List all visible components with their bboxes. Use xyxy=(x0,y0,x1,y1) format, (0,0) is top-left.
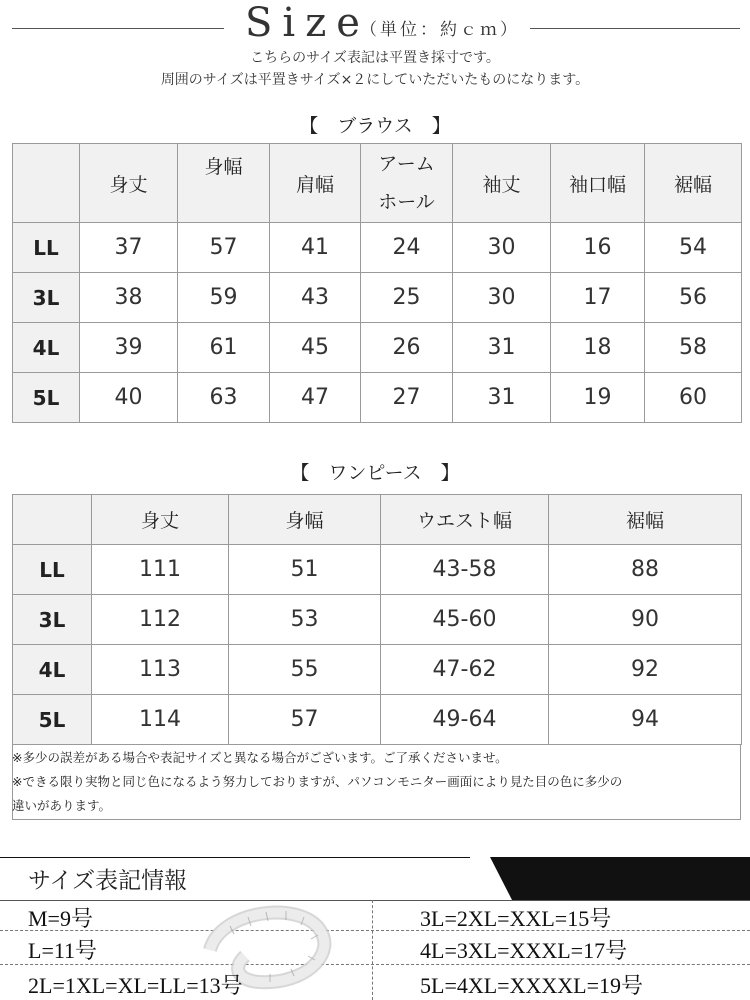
blouse-cell: 37 xyxy=(80,223,178,273)
blouse-cell: 26 xyxy=(361,323,453,373)
blouse-col-header: 袖丈 xyxy=(453,144,551,223)
blouse-cell: 61 xyxy=(178,323,270,373)
info-row-divider xyxy=(0,964,750,965)
blouse-size-table xyxy=(12,143,742,423)
onepiece-corner-cell xyxy=(13,495,92,545)
note-line-2: 周囲のサイズは平置きサイズ×２にしていただいたものになります。 xyxy=(160,72,590,88)
blouse-corner-cell xyxy=(13,144,80,223)
onepiece-cell: 55 xyxy=(229,645,381,695)
onepiece-cell: 114 xyxy=(92,695,229,745)
onepiece-size-table xyxy=(12,494,742,745)
blouse-col-header: 身幅 xyxy=(178,144,270,223)
blouse-cell: 31 xyxy=(453,373,551,423)
blouse-cell: 56 xyxy=(645,273,742,323)
onepiece-cell: 112 xyxy=(92,595,229,645)
onepiece-col-header: ウエスト幅 xyxy=(381,495,549,545)
blouse-cell: 31 xyxy=(453,323,551,373)
blouse-row-size: 4L xyxy=(13,323,80,373)
size-equivalence-right: 4L=3XL=XXXL=17号 xyxy=(420,938,628,963)
blouse-cell: 19 xyxy=(551,373,645,423)
onepiece-cell: 88 xyxy=(549,545,742,595)
blouse-cell: 40 xyxy=(80,373,178,423)
blouse-col-header: 身丈 xyxy=(80,144,178,223)
blouse-cell: 24 xyxy=(361,223,453,273)
blouse-cell: 41 xyxy=(270,223,361,273)
unit-label: （単位：約ｃｍ） xyxy=(360,20,520,40)
page-title: Size xyxy=(245,0,370,46)
blouse-cell: 38 xyxy=(80,273,178,323)
title-block xyxy=(0,0,750,46)
blouse-cell: 59 xyxy=(178,273,270,323)
onepiece-cell: 51 xyxy=(229,545,381,595)
blouse-cell: 58 xyxy=(645,323,742,373)
blouse-heading: 【 ブラウス 】 xyxy=(299,115,451,137)
onepiece-row-size: 5L xyxy=(13,695,92,745)
blouse-row-size: 5L xyxy=(13,373,80,423)
size-equivalence-left: L=11号 xyxy=(28,938,98,963)
onepiece-col-header: 身幅 xyxy=(229,495,381,545)
blouse-col-header: 肩幅 xyxy=(270,144,361,223)
onepiece-cell: 113 xyxy=(92,645,229,695)
onepiece-cell: 43-58 xyxy=(381,545,549,595)
onepiece-col-header: 裾幅 xyxy=(549,495,742,545)
onepiece-heading: 【 ワンピース 】 xyxy=(290,462,460,484)
onepiece-row-size: 4L xyxy=(13,645,92,695)
onepiece-cell: 53 xyxy=(229,595,381,645)
size-equivalence-right: 5L=4XL=XXXXL=19号 xyxy=(420,973,643,998)
onepiece-cell: 45-60 xyxy=(381,595,549,645)
blouse-cell: 30 xyxy=(453,273,551,323)
info-row-divider xyxy=(0,900,750,901)
onepiece-row-size: LL xyxy=(13,545,92,595)
onepiece-cell: 111 xyxy=(92,545,229,595)
size-equivalence-right: 3L=2XL=XXL=15号 xyxy=(420,906,612,931)
blouse-col-header: 裾幅 xyxy=(645,144,742,223)
info-column-divider xyxy=(372,900,374,1000)
blouse-cell: 57 xyxy=(178,223,270,273)
info-row-divider xyxy=(0,930,750,931)
blouse-cell: 30 xyxy=(453,223,551,273)
blouse-cell: 25 xyxy=(361,273,453,323)
onepiece-row-size: 3L xyxy=(13,595,92,645)
onepiece-cell: 49-64 xyxy=(381,695,549,745)
size-equivalence-left: 2L=1XL=XL=LL=13号 xyxy=(28,973,243,998)
note-line-1: こちらのサイズ表記は平置き採寸です。 xyxy=(250,50,500,66)
blouse-row-size: LL xyxy=(13,223,80,273)
remark-line-1: ※多少の誤差がある場合や表記サイズと異なる場合がございます。ご了承くださいませ。 xyxy=(12,750,508,765)
onepiece-cell: 94 xyxy=(549,695,742,745)
blouse-cell: 54 xyxy=(645,223,742,273)
onepiece-col-header: 身丈 xyxy=(92,495,229,545)
blouse-col-header: アーム ホール xyxy=(361,144,453,223)
onepiece-cell: 57 xyxy=(229,695,381,745)
blouse-cell: 17 xyxy=(551,273,645,323)
remark-line-2: ※できる限り実物と同じ色になるよう努力しておりますが、パソコンモニター画面により見た目の色に多少の xyxy=(12,774,623,789)
onepiece-cell: 90 xyxy=(549,595,742,645)
size-equivalence-left: M=9号 xyxy=(28,906,93,931)
size-info-title: サイズ表記情報 xyxy=(28,868,188,893)
onepiece-cell: 92 xyxy=(549,645,742,695)
blouse-cell: 63 xyxy=(178,373,270,423)
blouse-cell: 39 xyxy=(80,323,178,373)
blouse-cell: 43 xyxy=(270,273,361,323)
blouse-cell: 18 xyxy=(551,323,645,373)
blouse-cell: 27 xyxy=(361,373,453,423)
blouse-cell: 16 xyxy=(551,223,645,273)
blouse-col-header: 袖口幅 xyxy=(551,144,645,223)
remark-line-3: 違いがあります。 xyxy=(12,798,112,813)
blouse-cell: 45 xyxy=(270,323,361,373)
blouse-cell: 60 xyxy=(645,373,742,423)
header-diagonal-shape xyxy=(470,857,530,900)
blouse-row-size: 3L xyxy=(13,273,80,323)
onepiece-cell: 47-62 xyxy=(381,645,549,695)
blouse-cell: 47 xyxy=(270,373,361,423)
